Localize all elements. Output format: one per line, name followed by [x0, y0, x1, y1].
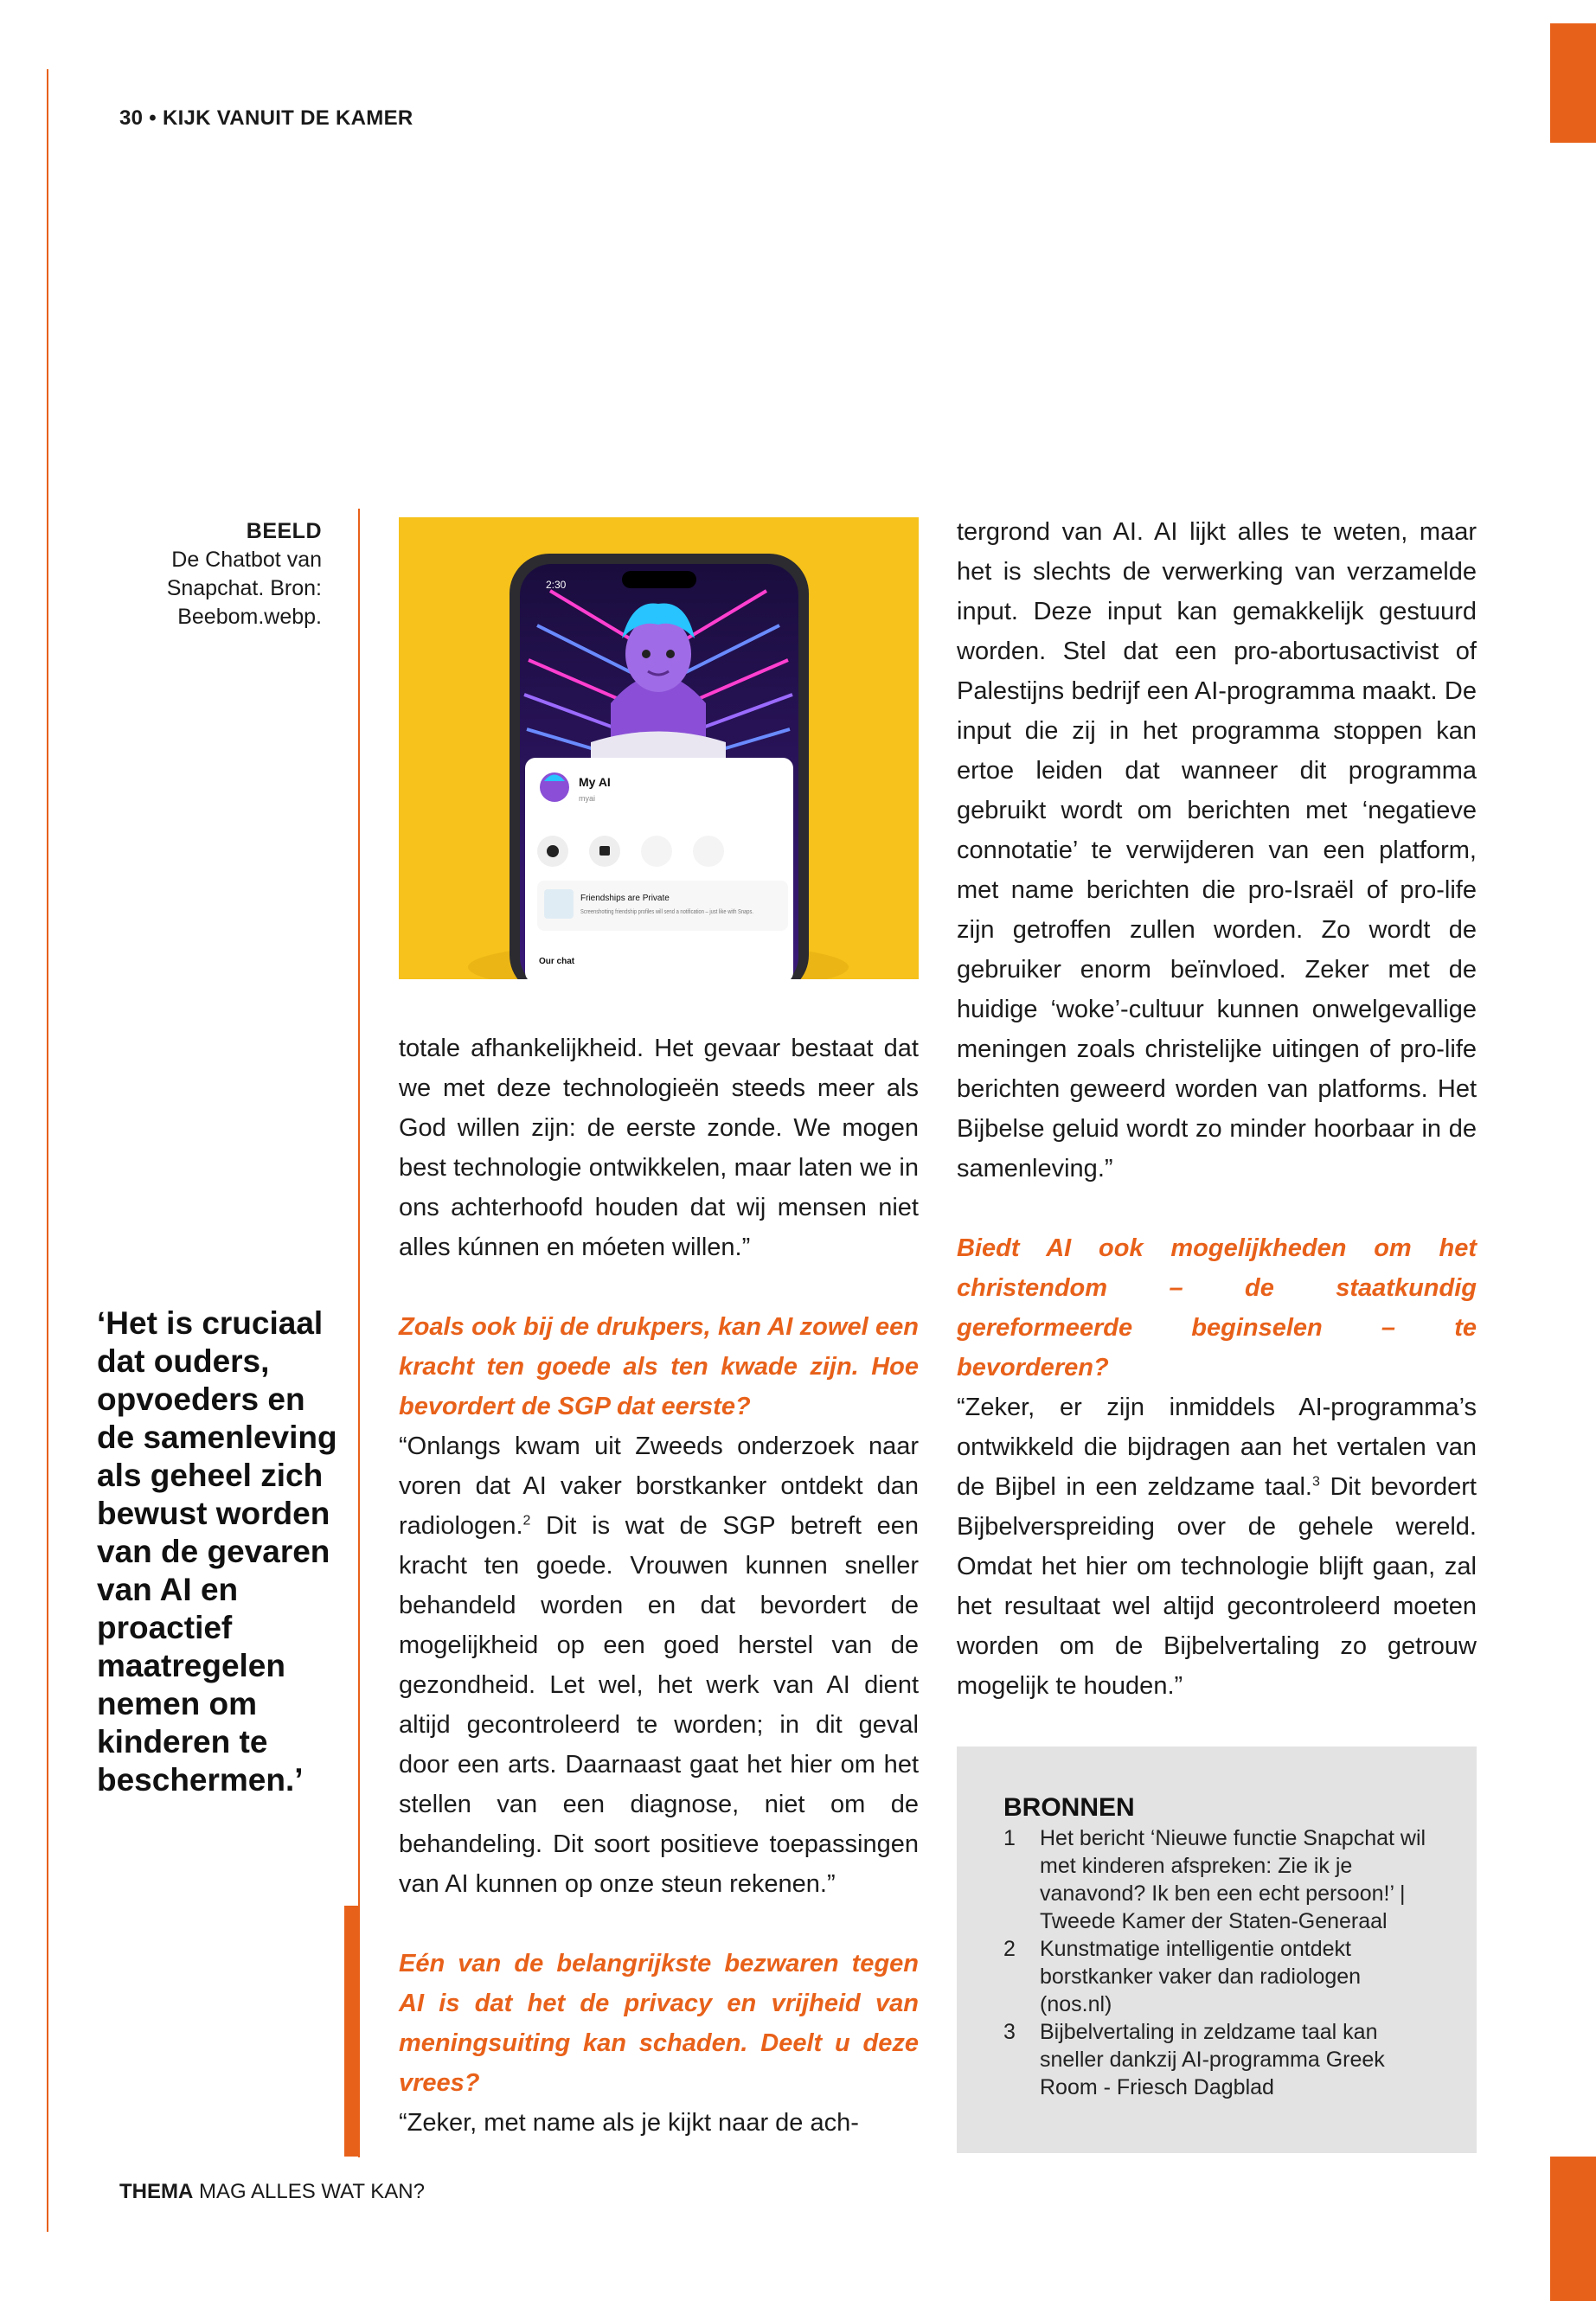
interview-question: Zoals ook bij de drukpers, kan AI zowel een kracht ten goede als ten kwade zijn. Hoe bevordert de SGP dat eerste? — [399, 1313, 919, 1420]
caption-line: Beebom.webp. — [177, 605, 322, 629]
footer-theme-title: MAG ALLES WAT KAN? — [199, 2180, 425, 2203]
paragraph: “Zeker, met name als je kijkt naar de ach- — [399, 2109, 859, 2137]
orange-corner-tab-bottom — [1550, 2157, 1596, 2301]
source-text: Kunstmatige intelligentie ontdekt borstkanker vaker dan radiologen (nos.nl) — [1040, 1937, 1362, 2016]
paragraph — [957, 1388, 1477, 1706]
page-number: 30 — [119, 106, 144, 130]
source-item — [1003, 1824, 1436, 1935]
interview-question: Eén van de belangrijkste bezwaren tegen AI is dat het de privacy en vrijheid van meningsuiting kan schaden. Deelt u deze vrees? — [399, 1950, 919, 2097]
column-divider-accent-bar — [344, 1906, 359, 2157]
orange-corner-tab-top — [1550, 23, 1596, 143]
paragraph-text: Dit is wat de SGP betreft een kracht ten goede. Vrouwen kunnen sneller behandeld worden en dat bevordert de mogelijkheid op een goed herstel van de gezondheid. Let wel, het werk van AI dient altijd gecontroleerd te worden; in dit geval door een arts. Daarnaast gaat het hier om het stellen van een diagnose, niet om de behandeling. Dit soort positieve toepassingen van AI kunnen op onze steun rekenen.” — [399, 1512, 919, 1898]
notice-title: Friendships are Private — [580, 894, 670, 903]
section-title: KIJK VANUIT DE KAMER — [162, 106, 413, 130]
article-column-2 — [957, 512, 1477, 1706]
left-margin-rule — [47, 69, 48, 2232]
paragraph-text: Dit bevordert Bijbelverspreiding over de gehele wereld. Omdat het hier om technologie blijft gaan, zal het resultaat wel altijd gecontroleerd moeten worden om de Bijbelvertaling zo getrouw mogelijk te houden.” — [957, 1473, 1477, 1700]
privacy-notice — [537, 881, 788, 931]
phone-illustration — [399, 517, 919, 979]
source-text: Bijbelvertaling in zeldzame taal kan sneller dankzij AI-programma Greek Room - Friesch Dagblad — [1040, 2020, 1385, 2099]
paragraph-text: “Zeker, er zijn inmiddels AI-programma’s ontwikkeld die bijdragen aan het vertalen van de Bijbel in een zeldzame taal. — [957, 1394, 1477, 1501]
source-number: 3 — [1003, 2020, 1016, 2044]
image-caption — [121, 517, 322, 631]
paragraph: tergrond van AI. AI lijkt alles te weten, maar het is slechts de verwerking van verzamelde input. Deze input kan gemakkelijk gestuurd worden. Stel dat een pro-abortusactivist of Palestijns bedrijf een AI-programma maakt. De input die zij in het programma stoppen kan ertoe leiden dat wanneer dit programma gebruikt wordt om berichten met ‘negatieve connotatie’ te verwijderen van een platform, met name berichten die pro-Israël of pro-life zijn getroffen zullen worden. Zo wordt de gebruiker enorm beïnvloed. Zeker met de huidige ‘woke’-cultuur kunnen onwelgevallige meningen zoals christelijke uitingen of pro-life berichten geweerd worden van platforms. Het Bijbelse geluid wordt zo minder hoorbaar in de samenleving.” — [957, 518, 1477, 1183]
interview-question: Biedt AI ook mogelijkheden om het christendom – de staatkundig gereformeerde beginselen – te bevorderen? — [957, 1234, 1477, 1381]
source-item — [1003, 2018, 1436, 2101]
source-item — [1003, 1935, 1436, 2018]
article-column-1 — [399, 1029, 919, 2143]
header-separator: • — [149, 106, 157, 130]
pull-quote: ‘Het is cruciaal dat ouders, opvoeders en de samenleving als geheel zich bewust worden van de gevaren van AI en proactief maatregelen nemen om kinderen te beschermen.’ — [97, 1305, 337, 1798]
profile-username: myai — [579, 794, 596, 803]
source-number: 1 — [1003, 1826, 1016, 1850]
running-header — [119, 106, 413, 131]
footnote-ref: 3 — [1311, 1474, 1320, 1490]
sources-box — [957, 1747, 1477, 2153]
caption-line: Snapchat. Bron: — [166, 576, 322, 600]
paragraph: totale afhankelijkheid. Het gevaar bestaat dat we met deze technologieën steeds meer als God willen zijn: de eerste zonde. We mogen best technologie ontwikkelen, maar laten we in ons achterhoofd houden dat wij mensen niet alles kúnnen en móeten willen.” — [399, 1035, 919, 1261]
running-footer — [119, 2180, 425, 2204]
sources-list — [1003, 1824, 1436, 2101]
caption-line: De Chatbot van — [171, 548, 322, 572]
footnote-ref: 2 — [522, 1513, 531, 1529]
source-number: 2 — [1003, 1937, 1016, 1961]
caption-title: BEELD — [246, 519, 322, 543]
source-text: Het bericht ‘Nieuwe functie Snapchat wil met kinderen afspreken: Zie ik je vanavond? Ik ben een echt persoon!’ | Tweede Kamer der Staten-Generaal — [1040, 1826, 1426, 1933]
snapchat-chatbot-photo — [399, 517, 919, 979]
notice-text: Screenshotting friendship profiles will send a notification – just like with Snaps. — [580, 909, 754, 915]
sources-title: BRONNEN — [1003, 1793, 1135, 1822]
paragraph — [399, 1426, 919, 1904]
our-chat-label: Our chat — [539, 957, 575, 966]
phone-clock: 2:30 — [546, 579, 567, 591]
footer-theme-label: THEMA — [119, 2180, 194, 2203]
profile-name: My AI — [579, 775, 611, 789]
paragraph-text: “Onlangs kwam uit Zweeds onderzoek naar voren dat AI vaker borstkanker ontdekt dan radiologen. — [399, 1433, 919, 1540]
